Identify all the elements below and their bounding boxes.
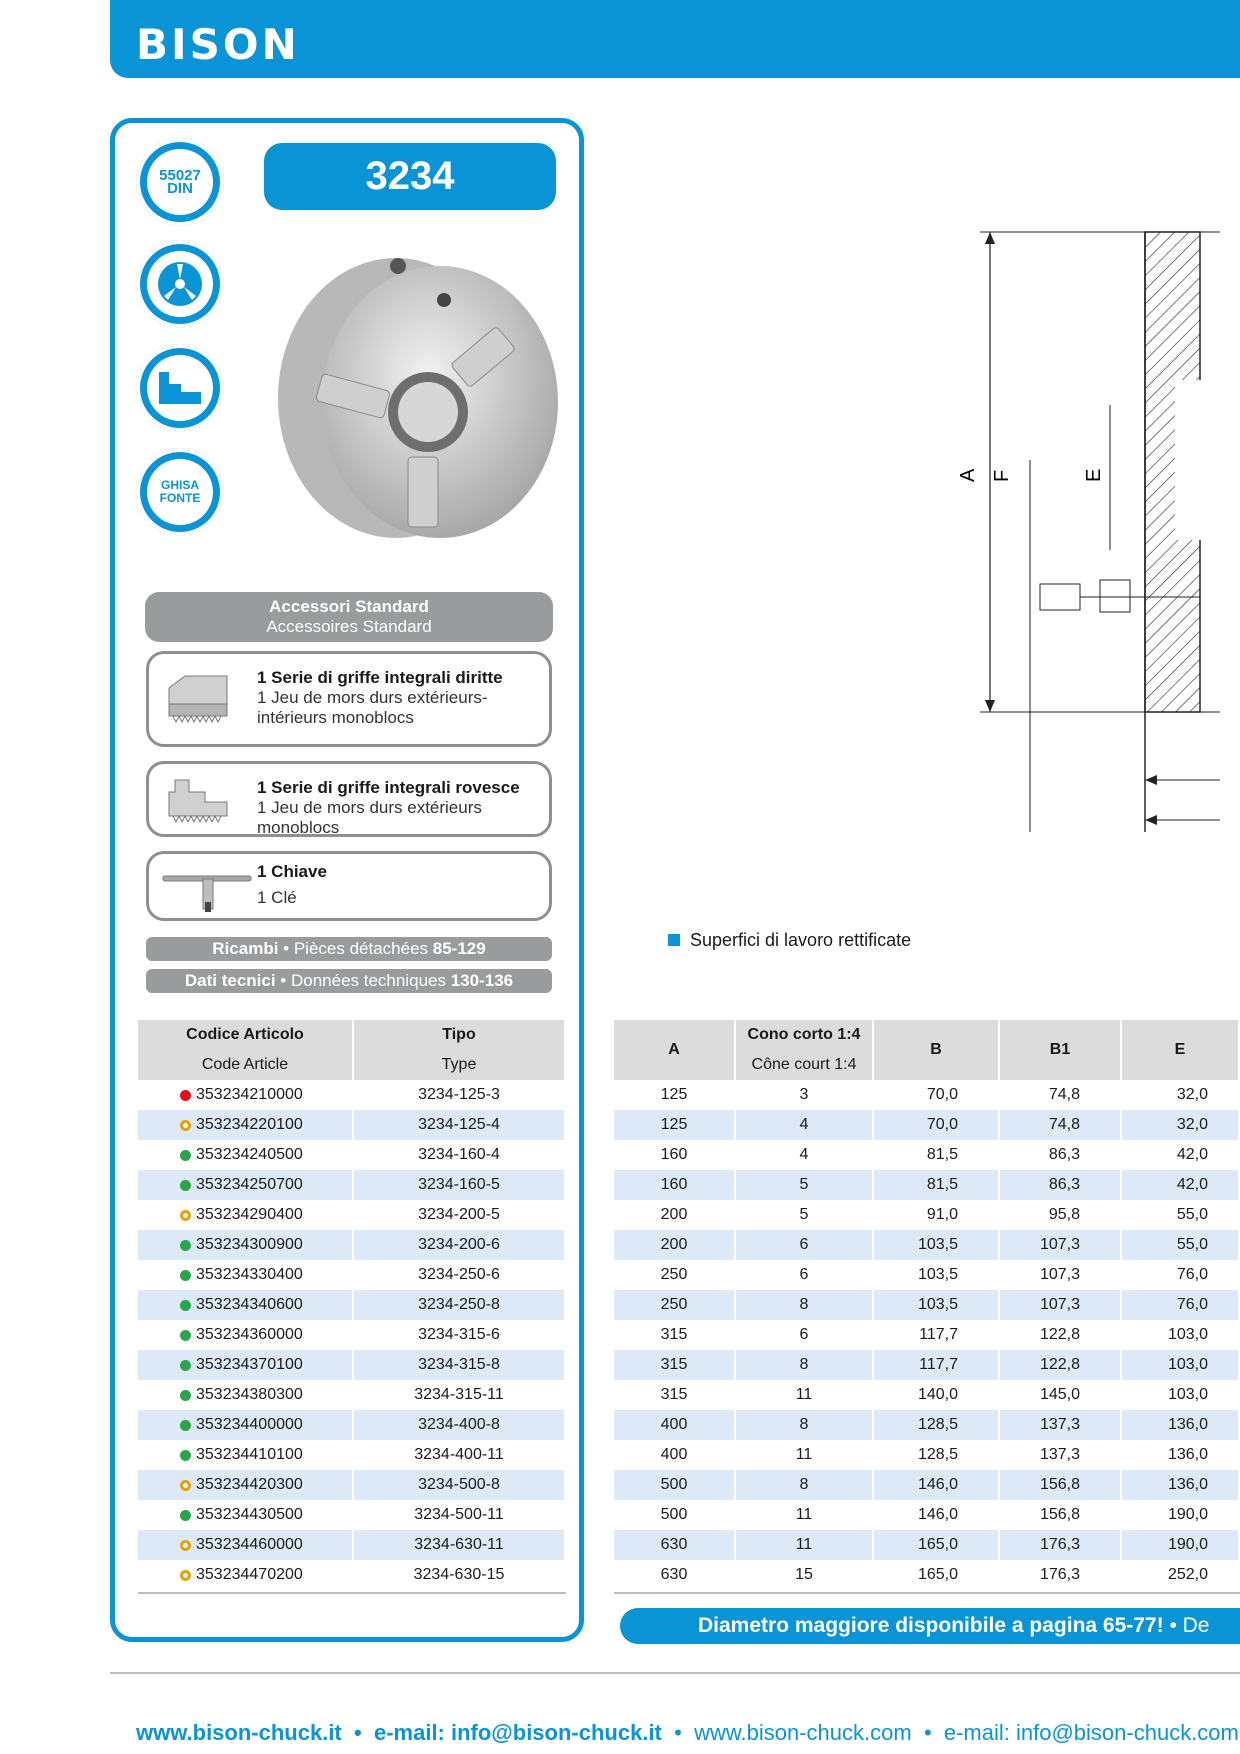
cell-b: 128,5: [873, 1440, 999, 1470]
article-type: 3234-500-8: [353, 1470, 565, 1500]
cell-cono: 5: [735, 1200, 873, 1230]
article-code: 353234420300: [196, 1476, 303, 1493]
cell-cono: 6: [735, 1230, 873, 1260]
cell-b: 70,0: [873, 1080, 999, 1110]
article-code: 353234460000: [196, 1536, 303, 1553]
status-dot-icon: [180, 1510, 191, 1521]
accessory-straight-jaws: [146, 651, 552, 747]
article-type: 3234-250-8: [353, 1290, 565, 1320]
bullet-square-icon: [668, 934, 680, 946]
article-code: 353234300900: [196, 1236, 303, 1253]
col-type-fr: Type: [353, 1050, 565, 1080]
table-row: [138, 1440, 565, 1470]
cell-a: 315: [614, 1320, 735, 1350]
article-code: 353234400000: [196, 1416, 303, 1433]
article-code: 353234220100: [196, 1116, 303, 1133]
table-row: [138, 1350, 565, 1380]
cell-a: 125: [614, 1110, 735, 1140]
cell-a: 250: [614, 1290, 735, 1320]
table-row: [614, 1140, 1239, 1170]
cell-b: 117,7: [873, 1350, 999, 1380]
accessories-title: Accessori Standard Accessoires Standard: [145, 592, 553, 642]
table-row: [138, 1560, 565, 1590]
article-code: 353234370100: [196, 1356, 303, 1373]
cell-b: 70,0: [873, 1110, 999, 1140]
table-row: [614, 1200, 1239, 1230]
cell-a: 500: [614, 1500, 735, 1530]
cell-cono: 5: [735, 1170, 873, 1200]
article-type: 3234-250-6: [353, 1260, 565, 1290]
article-type: 3234-500-11: [353, 1500, 565, 1530]
col-code: Codice Articolo: [138, 1020, 353, 1050]
col-b: B: [873, 1020, 999, 1080]
table-row: [138, 1080, 565, 1110]
accessory-reverse-jaws: [146, 761, 552, 837]
status-dot-icon: [180, 1300, 191, 1311]
cell-b1: 176,3: [999, 1560, 1121, 1590]
cell-a: 630: [614, 1530, 735, 1560]
table-row: [614, 1230, 1239, 1260]
spare-parts-link[interactable]: Ricambi • Pièces détachées 85-129: [146, 937, 552, 961]
status-dot-icon: [180, 1180, 191, 1191]
cell-b: 140,0: [873, 1380, 999, 1410]
status-dot-icon: [180, 1210, 191, 1221]
status-dot-icon: [180, 1450, 191, 1461]
cell-e: 55,0: [1121, 1200, 1239, 1230]
article-code: 353234210000: [196, 1086, 303, 1103]
table-row: [138, 1320, 565, 1350]
cell-a: 200: [614, 1230, 735, 1260]
cell-a: 400: [614, 1410, 735, 1440]
accessory-label-it: 1 Chiave: [257, 862, 327, 881]
cell-b1: 122,8: [999, 1320, 1121, 1350]
status-dot-icon: [180, 1360, 191, 1371]
cell-e: 76,0: [1121, 1290, 1239, 1320]
article-code: 353234340600: [196, 1296, 303, 1313]
article-type: 3234-125-4: [353, 1110, 565, 1140]
article-code: 353234330400: [196, 1266, 303, 1283]
cell-b1: 137,3: [999, 1440, 1121, 1470]
cell-cono: 8: [735, 1410, 873, 1440]
col-b1: B1: [999, 1020, 1121, 1080]
cell-a: 160: [614, 1170, 735, 1200]
cell-b: 91,0: [873, 1200, 999, 1230]
model-number: 3234: [264, 143, 556, 210]
article-type: 3234-315-6: [353, 1320, 565, 1350]
table-row: [614, 1530, 1239, 1560]
cell-a: 160: [614, 1140, 735, 1170]
technical-drawing: [957, 220, 1240, 840]
table-row: [138, 1380, 565, 1410]
article-type: 3234-200-5: [353, 1200, 565, 1230]
cell-cono: 8: [735, 1470, 873, 1500]
cell-cono: 3: [735, 1080, 873, 1110]
cell-a: 400: [614, 1440, 735, 1470]
status-dot-icon: [180, 1570, 191, 1581]
table-row: [614, 1260, 1239, 1290]
article-code: 353234360000: [196, 1326, 303, 1343]
accessory-label-it: 1 Serie di griffe integrali diritte: [257, 668, 503, 687]
cell-e: 136,0: [1121, 1440, 1239, 1470]
cell-cono: 6: [735, 1320, 873, 1350]
table-row: [614, 1290, 1239, 1320]
cell-a: 250: [614, 1260, 735, 1290]
cell-cono: 6: [735, 1260, 873, 1290]
table-row: [138, 1140, 565, 1170]
cell-b1: 86,3: [999, 1170, 1121, 1200]
cell-e: 32,0: [1121, 1080, 1239, 1110]
cell-b1: 107,3: [999, 1260, 1121, 1290]
footer-divider: [110, 1672, 1240, 1674]
bison-logo: BISON: [136, 20, 300, 69]
cell-b1: 156,8: [999, 1500, 1121, 1530]
cell-b1: 95,8: [999, 1200, 1121, 1230]
step-jaw-icon: [136, 344, 224, 432]
status-dot-icon: [180, 1150, 191, 1161]
col-cono: Cono corto 1:4: [735, 1020, 873, 1050]
cell-a: 500: [614, 1470, 735, 1500]
article-code: 353234380300: [196, 1386, 303, 1403]
cell-b: 103,5: [873, 1230, 999, 1260]
cell-b1: 74,8: [999, 1080, 1121, 1110]
table-row: [138, 1470, 565, 1500]
table-row: [614, 1170, 1239, 1200]
cell-a: 125: [614, 1080, 735, 1110]
accessory-label-it: 1 Serie di griffe integrali rovesce: [257, 778, 520, 797]
col-type: Tipo: [353, 1020, 565, 1050]
cell-b: 165,0: [873, 1560, 999, 1590]
table-row: [138, 1230, 565, 1260]
cell-b1: 86,3: [999, 1140, 1121, 1170]
article-type: 3234-315-8: [353, 1350, 565, 1380]
dimension-table: [614, 1020, 1240, 1590]
col-a: A: [614, 1020, 735, 1080]
cell-cono: 11: [735, 1500, 873, 1530]
cell-b: 165,0: [873, 1530, 999, 1560]
cell-cono: 8: [735, 1350, 873, 1380]
accessory-label-fr: 1 Jeu de mors durs extérieurs monoblocs: [257, 798, 482, 837]
cell-cono: 15: [735, 1560, 873, 1590]
article-type: 3234-160-5: [353, 1170, 565, 1200]
din-badge-icon: 55027 DIN: [136, 138, 224, 226]
table-row: [614, 1560, 1239, 1590]
table-row: [614, 1080, 1239, 1110]
table-row: [614, 1350, 1239, 1380]
cell-e: 76,0: [1121, 1260, 1239, 1290]
mail-com-link[interactable]: e-mail: info@bison-chuck.com: [943, 1720, 1239, 1745]
status-dot-icon: [180, 1270, 191, 1281]
dim-label-a: A: [957, 468, 979, 482]
table-row: [614, 1500, 1239, 1530]
status-dot-icon: [180, 1330, 191, 1341]
table-row: [138, 1530, 565, 1560]
status-dot-icon: [180, 1540, 191, 1551]
cell-b: 117,7: [873, 1320, 999, 1350]
cell-e: 103,0: [1121, 1350, 1239, 1380]
cell-cono: 11: [735, 1440, 873, 1470]
cell-e: 136,0: [1121, 1470, 1239, 1500]
cell-b: 103,5: [873, 1290, 999, 1320]
accessory-key: [146, 851, 552, 921]
cell-e: 42,0: [1121, 1170, 1239, 1200]
article-type: 3234-400-11: [353, 1440, 565, 1470]
cell-cono: 4: [735, 1110, 873, 1140]
cell-b1: 137,3: [999, 1410, 1121, 1440]
article-code: 353234290400: [196, 1206, 303, 1223]
article-code: 353234410100: [196, 1446, 303, 1463]
chuck-photo: [268, 252, 568, 544]
cell-a: 315: [614, 1380, 735, 1410]
accessory-label-fr: 1 Clé: [257, 888, 297, 907]
col-e: E: [1121, 1020, 1239, 1080]
table-row: [138, 1200, 565, 1230]
cell-b1: 156,8: [999, 1470, 1121, 1500]
three-jaw-icon: [136, 240, 224, 328]
cell-e: 136,0: [1121, 1410, 1239, 1440]
table-row: [614, 1320, 1239, 1350]
cell-cono: 11: [735, 1530, 873, 1560]
cell-b1: 176,3: [999, 1530, 1121, 1560]
col-cono-fr: Cône court 1:4: [735, 1050, 873, 1080]
status-dot-icon: [180, 1120, 191, 1131]
article-type: 3234-160-4: [353, 1140, 565, 1170]
tech-data-link[interactable]: Dati tecnici • Données techniques 130-136: [146, 969, 552, 993]
table-row: [614, 1410, 1239, 1440]
article-code: 353234430500: [196, 1506, 303, 1523]
article-code: 353234250700: [196, 1176, 303, 1193]
straight-jaws-icon: [165, 668, 231, 724]
article-type: 3234-315-11: [353, 1380, 565, 1410]
cell-e: 42,0: [1121, 1140, 1239, 1170]
cell-b1: 145,0: [999, 1380, 1121, 1410]
table-row: [138, 1290, 565, 1320]
cell-b1: 74,8: [999, 1110, 1121, 1140]
cell-b1: 107,3: [999, 1290, 1121, 1320]
cell-a: 200: [614, 1200, 735, 1230]
col-code-fr: Code Article: [138, 1050, 353, 1080]
article-type: 3234-400-8: [353, 1410, 565, 1440]
dim-label-f: F: [991, 469, 1013, 482]
cell-b1: 122,8: [999, 1350, 1121, 1380]
cell-b: 81,5: [873, 1140, 999, 1170]
table-row: [614, 1110, 1239, 1140]
cell-b: 146,0: [873, 1500, 999, 1530]
mail-it-link[interactable]: e-mail: info@bison-chuck.it: [373, 1720, 662, 1745]
article-code: 353234240500: [196, 1146, 303, 1163]
table-row: [138, 1260, 565, 1290]
ground-surfaces-note: Superfici di lavoro rettificate: [668, 930, 911, 951]
reverse-jaws-icon: [165, 772, 231, 828]
cast-iron-icon: GHISA FONTE: [136, 448, 224, 536]
cell-b: 103,5: [873, 1260, 999, 1290]
table-row: [614, 1470, 1239, 1500]
cell-e: 103,0: [1121, 1320, 1239, 1350]
article-type: 3234-125-3: [353, 1080, 565, 1110]
cell-e: 190,0: [1121, 1500, 1239, 1530]
cell-a: 630: [614, 1560, 735, 1590]
status-dot-icon: [180, 1420, 191, 1431]
cell-e: 252,0: [1121, 1560, 1239, 1590]
cell-e: 103,0: [1121, 1380, 1239, 1410]
article-type: 3234-630-15: [353, 1560, 565, 1590]
cell-b: 81,5: [873, 1170, 999, 1200]
table-row: [138, 1410, 565, 1440]
cell-cono: 8: [735, 1290, 873, 1320]
cell-cono: 11: [735, 1380, 873, 1410]
cell-b: 128,5: [873, 1410, 999, 1440]
cell-b1: 107,3: [999, 1230, 1121, 1260]
cell-e: 55,0: [1121, 1230, 1239, 1260]
cell-e: 32,0: [1121, 1110, 1239, 1140]
table-row: [614, 1380, 1239, 1410]
dim-label-e: E: [1083, 468, 1105, 482]
cell-e: 190,0: [1121, 1530, 1239, 1560]
table-row: [138, 1170, 565, 1200]
footer-contacts: www.bison-chuck.it • e-mail: info@bison-chuck.it • www.bison-chuck.com • e-mail: info@bison-chuck.com: [136, 1720, 1239, 1745]
chuck-key-icon: [161, 864, 253, 914]
status-dot-icon: [180, 1390, 191, 1401]
site-it-link[interactable]: www.bison-chuck.it: [136, 1720, 342, 1745]
larger-diameter-banner: Diametro maggiore disponibile a pagina 65-77! • De: [620, 1608, 1240, 1644]
table-row: [138, 1110, 565, 1140]
table-end-rule: [138, 1592, 566, 1594]
table-row: [138, 1500, 565, 1530]
code-table: [138, 1020, 566, 1590]
accessory-label-fr: 1 Jeu de mors durs extérieurs-intérieurs monoblocs: [257, 688, 488, 727]
cell-b: 146,0: [873, 1470, 999, 1500]
article-code: 353234470200: [196, 1566, 303, 1583]
status-dot-icon: [180, 1090, 191, 1101]
table-end-rule: [614, 1592, 1240, 1594]
article-type: 3234-200-6: [353, 1230, 565, 1260]
article-type: 3234-630-11: [353, 1530, 565, 1560]
cell-a: 315: [614, 1350, 735, 1380]
cell-cono: 4: [735, 1140, 873, 1170]
table-row: [614, 1440, 1239, 1470]
site-com-link[interactable]: www.bison-chuck.com: [694, 1720, 912, 1745]
status-dot-icon: [180, 1240, 191, 1251]
status-dot-icon: [180, 1480, 191, 1491]
